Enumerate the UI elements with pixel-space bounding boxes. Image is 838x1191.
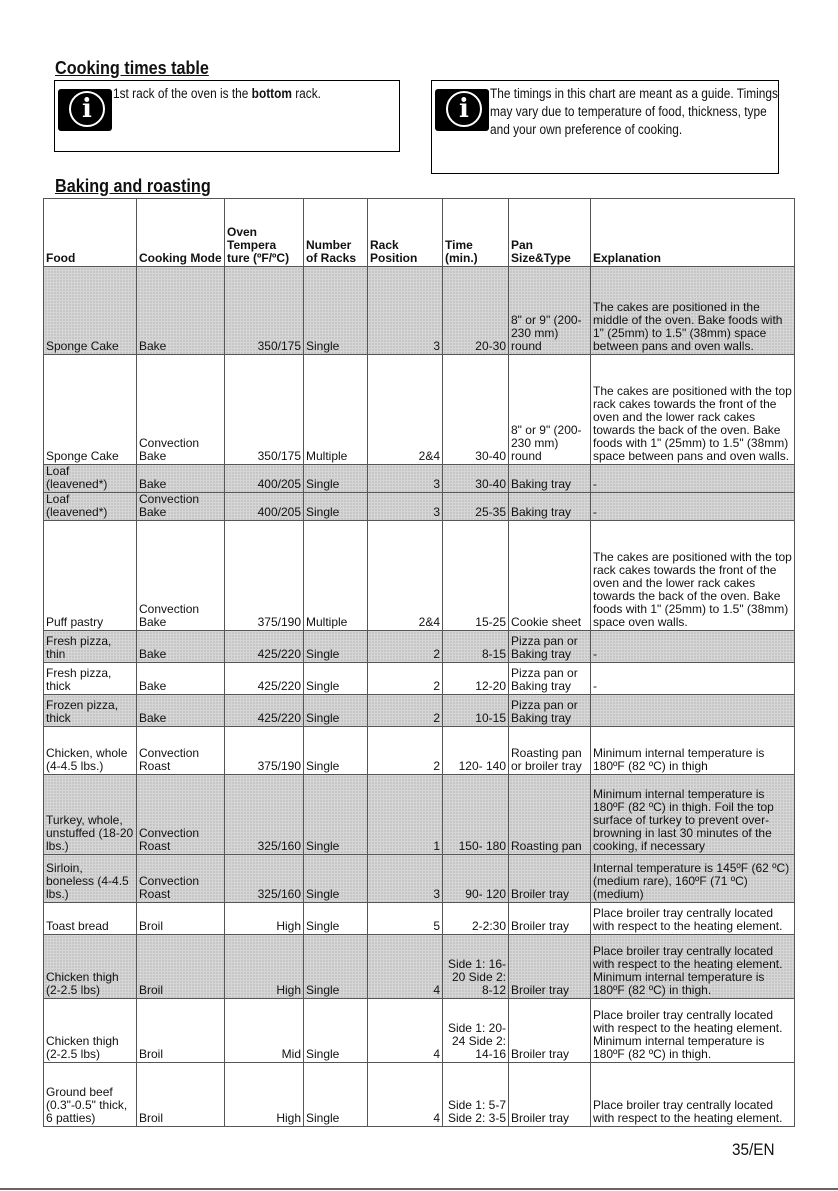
info-icon: i [435, 89, 489, 131]
cell-mode: Broil [137, 903, 225, 935]
cell-mode: Bake [137, 267, 225, 355]
info-icon: i [58, 89, 112, 131]
cooking-times-table [43, 198, 795, 1127]
cell-time: 12-20 [443, 663, 509, 695]
cell-temp: 425/220 [225, 631, 304, 663]
cell-time: 8-15 [443, 631, 509, 663]
cell-food: Fresh pizza, thick [44, 663, 137, 695]
cell-temp: 375/190 [225, 521, 304, 631]
cell-racks: Single [304, 267, 368, 355]
cell-position: 2 [368, 663, 443, 695]
cell-temp: High [225, 935, 304, 999]
table-row [44, 727, 795, 775]
cell-racks: Single [304, 465, 368, 493]
note-text: 1st rack of the oven is the bottom rack. [113, 86, 321, 101]
cell-pan: Broiler tray [509, 903, 591, 935]
cell-mode: Bake [137, 465, 225, 493]
page-number: 35/EN [732, 1140, 775, 1159]
table-row [44, 521, 795, 631]
cell-mode: Convection Roast [137, 855, 225, 903]
cell-pan: Pizza pan or Baking tray [509, 631, 591, 663]
cell-racks: Multiple [304, 521, 368, 631]
cell-racks: Multiple [304, 355, 368, 465]
cell-temp: 325/160 [225, 855, 304, 903]
cell-temp: 425/220 [225, 663, 304, 695]
cell-temp: 400/205 [225, 465, 304, 493]
cell-racks: Single [304, 493, 368, 521]
cell-mode: Convection Roast [137, 775, 225, 855]
cell-explanation: - [591, 493, 795, 521]
table-row [44, 355, 795, 465]
cell-mode: Bake [137, 631, 225, 663]
cell-pan: Cookie sheet [509, 521, 591, 631]
cell-temp: 400/205 [225, 493, 304, 521]
bottom-divider [0, 1188, 838, 1190]
page-title: Cooking times table [55, 58, 209, 78]
cell-food: Toast bread [44, 903, 137, 935]
note-text: The timings in this chart are meant as a guide. Timings may vary due to temperature of food, thickness, type and your own preference of cooking. [490, 86, 778, 137]
cell-temp: High [225, 903, 304, 935]
cell-explanation: Place broiler tray centrally located with respect to the heating element. Minimum internal temperature is 180ºF (82 ºC) in thigh. [591, 935, 795, 999]
cell-pan: Roasting pan or broiler tray [509, 727, 591, 775]
cell-racks: Single [304, 631, 368, 663]
table-header-row [44, 199, 795, 267]
cell-temp: 325/160 [225, 775, 304, 855]
cell-time: Side 1: 16-20 Side 2: 8-12 [443, 935, 509, 999]
cell-time: 30-40 [443, 355, 509, 465]
cell-mode: Bake [137, 663, 225, 695]
note-timings-guide [431, 80, 779, 174]
cell-position: 1 [368, 775, 443, 855]
cell-explanation: - [591, 465, 795, 493]
col-header-racks: Number of Racks [304, 199, 368, 267]
cell-explanation: Place broiler tray centrally located with respect to the heating element. [591, 903, 795, 935]
cell-racks: Single [304, 999, 368, 1063]
cell-time: Side 1: 20-24 Side 2: 14-16 [443, 999, 509, 1063]
table-row [44, 999, 795, 1063]
cell-food: Frozen pizza, thick [44, 695, 137, 727]
cell-food: Fresh pizza, thin [44, 631, 137, 663]
cell-position: 3 [368, 267, 443, 355]
table-row [44, 775, 795, 855]
cell-explanation: The cakes are positioned with the top rack cakes towards the front of the oven and the lower rack cakes towards the back of the oven. Bake foods with 1" (25mm) to 1.5" (38mm) space oven walls. [591, 521, 795, 631]
cell-explanation: Minimum internal temperature is 180ºF (82 ºC) in thigh [591, 727, 795, 775]
cell-position: 4 [368, 1063, 443, 1127]
cell-pan: 8" or 9" (200-230 mm) round [509, 355, 591, 465]
cell-pan: Broiler tray [509, 999, 591, 1063]
cell-explanation [591, 695, 795, 727]
cell-food: Chicken thigh (2-2.5 lbs) [44, 935, 137, 999]
cell-temp: High [225, 1063, 304, 1127]
cell-pan: Roasting pan [509, 775, 591, 855]
cell-explanation: Internal temperature is 145ºF (62 ºC) (medium rare), 160ºF (71 ºC) (medium) [591, 855, 795, 903]
table-row [44, 903, 795, 935]
cell-food: Ground beef (0.3"-0.5" thick, 6 patties) [44, 1063, 137, 1127]
cell-mode: Broil [137, 999, 225, 1063]
cell-time: 15-25 [443, 521, 509, 631]
cell-mode: Convection Bake [137, 355, 225, 465]
cell-mode: Convection Roast [137, 727, 225, 775]
section-heading: Baking and roasting [55, 176, 211, 196]
cell-temp: Mid [225, 999, 304, 1063]
cell-food: Chicken thigh (2-2.5 lbs) [44, 999, 137, 1063]
col-header-position: Rack Position [368, 199, 443, 267]
cell-mode: Bake [137, 695, 225, 727]
cell-racks: Single [304, 663, 368, 695]
cell-time: Side 1: 5-7 Side 2: 3-5 [443, 1063, 509, 1127]
cell-position: 3 [368, 493, 443, 521]
cell-pan: Broiler tray [509, 855, 591, 903]
cell-mode: Convection Bake [137, 521, 225, 631]
cell-pan: Pizza pan or Baking tray [509, 695, 591, 727]
cell-explanation: Minimum internal temperature is 180ºF (82 ºC) in thigh. Foil the top surface of turkey to prevent over-browning in last 30 minutes of the cooking, if necessary [591, 775, 795, 855]
cell-time: 25-35 [443, 493, 509, 521]
cell-explanation: The cakes are positioned in the middle of the oven. Bake foods with 1" (25mm) to 1.5" (38mm) space between pans and oven walls. [591, 267, 795, 355]
cell-time: 90- 120 [443, 855, 509, 903]
cell-mode: Broil [137, 1063, 225, 1127]
table-row [44, 1063, 795, 1127]
table-row [44, 855, 795, 903]
cell-food: Loaf (leavened*) [44, 493, 137, 521]
cell-position: 2 [368, 695, 443, 727]
cell-time: 10-15 [443, 695, 509, 727]
table-row [44, 267, 795, 355]
cell-food: Chicken, whole (4-4.5 lbs.) [44, 727, 137, 775]
cell-racks: Single [304, 935, 368, 999]
cell-pan: Broiler tray [509, 935, 591, 999]
cell-explanation: Place broiler tray centrally located with respect to the heating element. Minimum internal temperature is 180ºF (82 ºC) in thigh. [591, 999, 795, 1063]
cell-pan: Baking tray [509, 465, 591, 493]
note-bottom-rack [54, 80, 400, 152]
cell-time: 30-40 [443, 465, 509, 493]
table-row [44, 493, 795, 521]
cell-food: Turkey, whole, unstuffed (18-20 lbs.) [44, 775, 137, 855]
table-row [44, 935, 795, 999]
cell-time: 150- 180 [443, 775, 509, 855]
cell-pan: Pizza pan or Baking tray [509, 663, 591, 695]
cell-racks: Single [304, 903, 368, 935]
cell-pan: Broiler tray [509, 1063, 591, 1127]
cell-position: 3 [368, 465, 443, 493]
cell-racks: Single [304, 775, 368, 855]
cell-mode: Convection Bake [137, 493, 225, 521]
cell-position: 2&4 [368, 521, 443, 631]
cell-explanation: Place broiler tray centrally located with respect to the heating element. [591, 1063, 795, 1127]
cell-temp: 425/220 [225, 695, 304, 727]
cell-position: 2&4 [368, 355, 443, 465]
cell-explanation: The cakes are positioned with the top rack cakes towards the front of the oven and the lower rack cakes towards the back of the oven. Bake foods with 1" (25mm) to 1.5" (38mm) space between pans and oven walls. [591, 355, 795, 465]
cell-position: 4 [368, 999, 443, 1063]
col-header-time: Time (min.) [443, 199, 509, 267]
table-row [44, 465, 795, 493]
cell-pan: Baking tray [509, 493, 591, 521]
col-header-mode: Cooking Mode [137, 199, 225, 267]
cell-racks: Single [304, 695, 368, 727]
cell-temp: 375/190 [225, 727, 304, 775]
cell-food: Sponge Cake [44, 267, 137, 355]
cell-pan: 8" or 9" (200-230 mm) round [509, 267, 591, 355]
cell-explanation: - [591, 631, 795, 663]
col-header-explanation: Explanation [591, 199, 795, 267]
cell-time: 2-2:30 [443, 903, 509, 935]
cell-position: 4 [368, 935, 443, 999]
col-header-temp: Oven Tempera ture (ºF/ºC) [225, 199, 304, 267]
cell-time: 120- 140 [443, 727, 509, 775]
cell-temp: 350/175 [225, 267, 304, 355]
cell-mode: Broil [137, 935, 225, 999]
cell-food: Loaf (leavened*) [44, 465, 137, 493]
table-row [44, 663, 795, 695]
cell-position: 2 [368, 727, 443, 775]
cell-food: Sponge Cake [44, 355, 137, 465]
cell-racks: Single [304, 855, 368, 903]
cell-food: Puff pastry [44, 521, 137, 631]
cell-racks: Single [304, 727, 368, 775]
table-row [44, 695, 795, 727]
col-header-food: Food [44, 199, 137, 267]
table-row [44, 631, 795, 663]
cell-racks: Single [304, 1063, 368, 1127]
cell-position: 2 [368, 631, 443, 663]
cell-temp: 350/175 [225, 355, 304, 465]
cell-position: 3 [368, 855, 443, 903]
cell-food: Sirloin, boneless (4-4.5 lbs.) [44, 855, 137, 903]
col-header-pan: Pan Size&Type [509, 199, 591, 267]
cell-time: 20-30 [443, 267, 509, 355]
cell-position: 5 [368, 903, 443, 935]
cell-explanation: - [591, 663, 795, 695]
